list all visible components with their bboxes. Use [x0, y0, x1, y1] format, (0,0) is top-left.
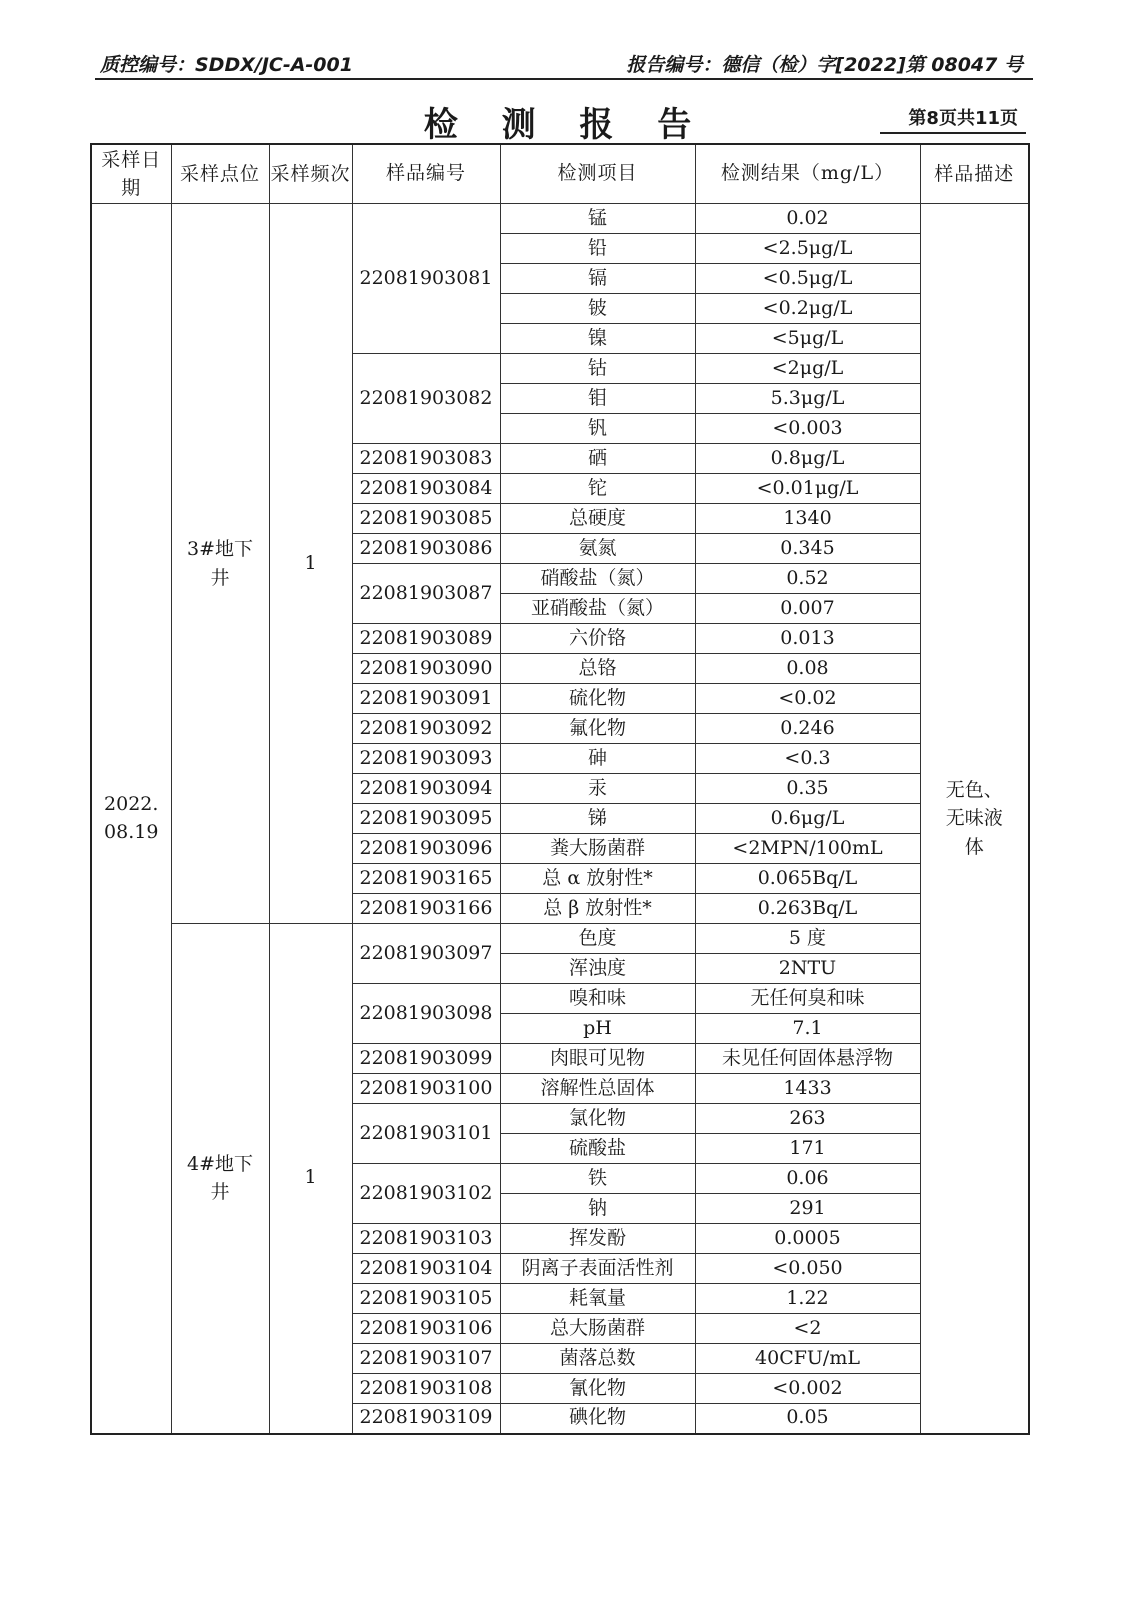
- sampling-site-cell: 3#地下 井: [171, 204, 269, 924]
- table-body: [91, 204, 1029, 1434]
- sample-id-cell: 22081903086: [352, 534, 500, 564]
- col-header-sample-description: 样品描述: [920, 144, 1029, 204]
- test-result-cell: 无任何臭和味: [695, 984, 920, 1014]
- test-result-cell: 5 度: [695, 924, 920, 954]
- test-result-cell: 0.0005: [695, 1224, 920, 1254]
- test-item-cell: 色度: [500, 924, 695, 954]
- header-divider: [95, 78, 1033, 80]
- test-item-cell: 总 β 放射性*: [500, 894, 695, 924]
- sample-id-cell: 22081903087: [352, 564, 500, 624]
- test-item-cell: 总硬度: [500, 504, 695, 534]
- test-result-cell: <0.01μg/L: [695, 474, 920, 504]
- sample-id-cell: 22081903094: [352, 774, 500, 804]
- test-result-cell: 1433: [695, 1074, 920, 1104]
- test-result-cell: <0.3: [695, 744, 920, 774]
- test-item-cell: 嗅和味: [500, 984, 695, 1014]
- test-item-cell: 氟化物: [500, 714, 695, 744]
- test-item-cell: 铊: [500, 474, 695, 504]
- sample-id-cell: 22081903165: [352, 864, 500, 894]
- sample-id-cell: 22081903100: [352, 1074, 500, 1104]
- sample-id-cell: 22081903082: [352, 354, 500, 444]
- col-header-test-item: 检测项目: [500, 144, 695, 204]
- test-result-cell: <0.5μg/L: [695, 264, 920, 294]
- test-item-cell: 钴: [500, 354, 695, 384]
- report-title: 检 测 报 告: [423, 105, 708, 145]
- sample-id-cell: 22081903098: [352, 984, 500, 1044]
- test-item-cell: 钒: [500, 414, 695, 444]
- test-item-cell: 碘化物: [500, 1404, 695, 1434]
- test-item-cell: 硫酸盐: [500, 1134, 695, 1164]
- test-item-cell: 总大肠菌群: [500, 1314, 695, 1344]
- test-item-cell: 氰化物: [500, 1374, 695, 1404]
- test-result-cell: 0.02: [695, 204, 920, 234]
- col-header-sample-id: 样品编号: [352, 144, 500, 204]
- test-result-cell: 1.22: [695, 1284, 920, 1314]
- sample-id-cell: 22081903109: [352, 1404, 500, 1434]
- test-item-cell: 硝酸盐（氮）: [500, 564, 695, 594]
- test-item-cell: 汞: [500, 774, 695, 804]
- test-result-cell: 0.065Bq/L: [695, 864, 920, 894]
- sample-description-cell: 无色、 无味液 体: [920, 204, 1029, 1434]
- test-result-cell: 0.263Bq/L: [695, 894, 920, 924]
- test-result-cell: <0.2μg/L: [695, 294, 920, 324]
- sample-id-cell: 22081903106: [352, 1314, 500, 1344]
- test-result-cell: <0.02: [695, 684, 920, 714]
- col-header-sampling-site: 采样点位: [171, 144, 269, 204]
- test-item-cell: pH: [500, 1014, 695, 1044]
- test-item-cell: 锑: [500, 804, 695, 834]
- table-header: [91, 144, 1029, 204]
- test-item-cell: 阴离子表面活性剂: [500, 1254, 695, 1284]
- test-item-cell: 硒: [500, 444, 695, 474]
- sampling-site-cell: 4#地下 井: [171, 924, 269, 1434]
- test-result-cell: 0.52: [695, 564, 920, 594]
- test-result-cell: <2.5μg/L: [695, 234, 920, 264]
- test-result-cell: 171: [695, 1134, 920, 1164]
- page-indicator-underline: [880, 132, 1026, 134]
- test-item-cell: 浑浊度: [500, 954, 695, 984]
- sample-id-cell: 22081903102: [352, 1164, 500, 1224]
- sample-id-cell: 22081903103: [352, 1224, 500, 1254]
- table-row: [91, 204, 1029, 234]
- sampling-date-cell: 2022. 08.19: [91, 204, 171, 1434]
- test-result-cell: 0.246: [695, 714, 920, 744]
- test-result-cell: 40CFU/mL: [695, 1344, 920, 1374]
- sample-id-cell: 22081903099: [352, 1044, 500, 1074]
- test-result-cell: 2NTU: [695, 954, 920, 984]
- test-item-cell: 镉: [500, 264, 695, 294]
- test-result-cell: 5.3μg/L: [695, 384, 920, 414]
- test-item-cell: 粪大肠菌群: [500, 834, 695, 864]
- test-result-cell: 0.345: [695, 534, 920, 564]
- test-result-cell: <0.003: [695, 414, 920, 444]
- test-result-cell: 0.8μg/L: [695, 444, 920, 474]
- test-item-cell: 耗氧量: [500, 1284, 695, 1314]
- sample-id-cell: 22081903101: [352, 1104, 500, 1164]
- test-item-cell: 氯化物: [500, 1104, 695, 1134]
- sample-id-cell: 22081903093: [352, 744, 500, 774]
- test-item-cell: 硫化物: [500, 684, 695, 714]
- test-item-cell: 锰: [500, 204, 695, 234]
- sample-id-cell: 22081903091: [352, 684, 500, 714]
- test-item-cell: 挥发酚: [500, 1224, 695, 1254]
- test-result-cell: <2: [695, 1314, 920, 1344]
- test-item-cell: 钠: [500, 1194, 695, 1224]
- test-result-cell: 291: [695, 1194, 920, 1224]
- sample-id-cell: 22081903085: [352, 504, 500, 534]
- sample-id-cell: 22081903081: [352, 204, 500, 354]
- sample-id-cell: 22081903096: [352, 834, 500, 864]
- results-table: [90, 143, 1030, 1435]
- test-result-cell: 0.6μg/L: [695, 804, 920, 834]
- test-result-cell: 0.35: [695, 774, 920, 804]
- qc-number: 质控编号：SDDX/JC-A-001: [100, 54, 353, 76]
- test-result-cell: 0.08: [695, 654, 920, 684]
- test-result-cell: 0.013: [695, 624, 920, 654]
- sampling-frequency-cell: 1: [269, 924, 352, 1434]
- test-item-cell: 铅: [500, 234, 695, 264]
- sample-id-cell: 22081903095: [352, 804, 500, 834]
- col-header-test-result: 检测结果（mg/L）: [695, 144, 920, 204]
- test-result-cell: <5μg/L: [695, 324, 920, 354]
- sample-id-cell: 22081903105: [352, 1284, 500, 1314]
- report-number: 报告编号：德信（检）字[2022]第 08047 号: [626, 54, 1023, 76]
- sample-id-cell: 22081903107: [352, 1344, 500, 1374]
- test-item-cell: 六价铬: [500, 624, 695, 654]
- page-indicator: 第8页共11页: [908, 108, 1018, 129]
- sampling-frequency-cell: 1: [269, 204, 352, 924]
- test-result-cell: 0.05: [695, 1404, 920, 1434]
- sample-id-cell: 22081903084: [352, 474, 500, 504]
- test-result-cell: 未见任何固体悬浮物: [695, 1044, 920, 1074]
- test-result-cell: <2MPN/100mL: [695, 834, 920, 864]
- sample-id-cell: 22081903166: [352, 894, 500, 924]
- test-item-cell: 总 α 放射性*: [500, 864, 695, 894]
- test-result-cell: 0.06: [695, 1164, 920, 1194]
- sample-id-cell: 22081903092: [352, 714, 500, 744]
- sample-id-cell: 22081903108: [352, 1374, 500, 1404]
- sample-id-cell: 22081903089: [352, 624, 500, 654]
- table-row: [91, 924, 1029, 954]
- test-result-cell: 0.007: [695, 594, 920, 624]
- test-result-cell: <0.050: [695, 1254, 920, 1284]
- sample-id-cell: 22081903090: [352, 654, 500, 684]
- sample-id-cell: 22081903083: [352, 444, 500, 474]
- test-item-cell: 氨氮: [500, 534, 695, 564]
- sample-id-cell: 22081903104: [352, 1254, 500, 1284]
- test-item-cell: 肉眼可见物: [500, 1044, 695, 1074]
- header-row: [91, 144, 1029, 204]
- test-result-cell: 7.1: [695, 1014, 920, 1044]
- test-item-cell: 总铬: [500, 654, 695, 684]
- test-item-cell: 镍: [500, 324, 695, 354]
- test-result-cell: <2μg/L: [695, 354, 920, 384]
- sample-id-cell: 22081903097: [352, 924, 500, 984]
- test-item-cell: 砷: [500, 744, 695, 774]
- test-result-cell: 1340: [695, 504, 920, 534]
- test-item-cell: 亚硝酸盐（氮）: [500, 594, 695, 624]
- test-item-cell: 铁: [500, 1164, 695, 1194]
- col-header-sampling-date: 采样日期: [91, 144, 171, 204]
- test-result-cell: 263: [695, 1104, 920, 1134]
- col-header-sampling-frequency: 采样频次: [269, 144, 352, 204]
- test-result-cell: <0.002: [695, 1374, 920, 1404]
- test-item-cell: 溶解性总固体: [500, 1074, 695, 1104]
- test-item-cell: 铍: [500, 294, 695, 324]
- test-item-cell: 菌落总数: [500, 1344, 695, 1374]
- test-item-cell: 钼: [500, 384, 695, 414]
